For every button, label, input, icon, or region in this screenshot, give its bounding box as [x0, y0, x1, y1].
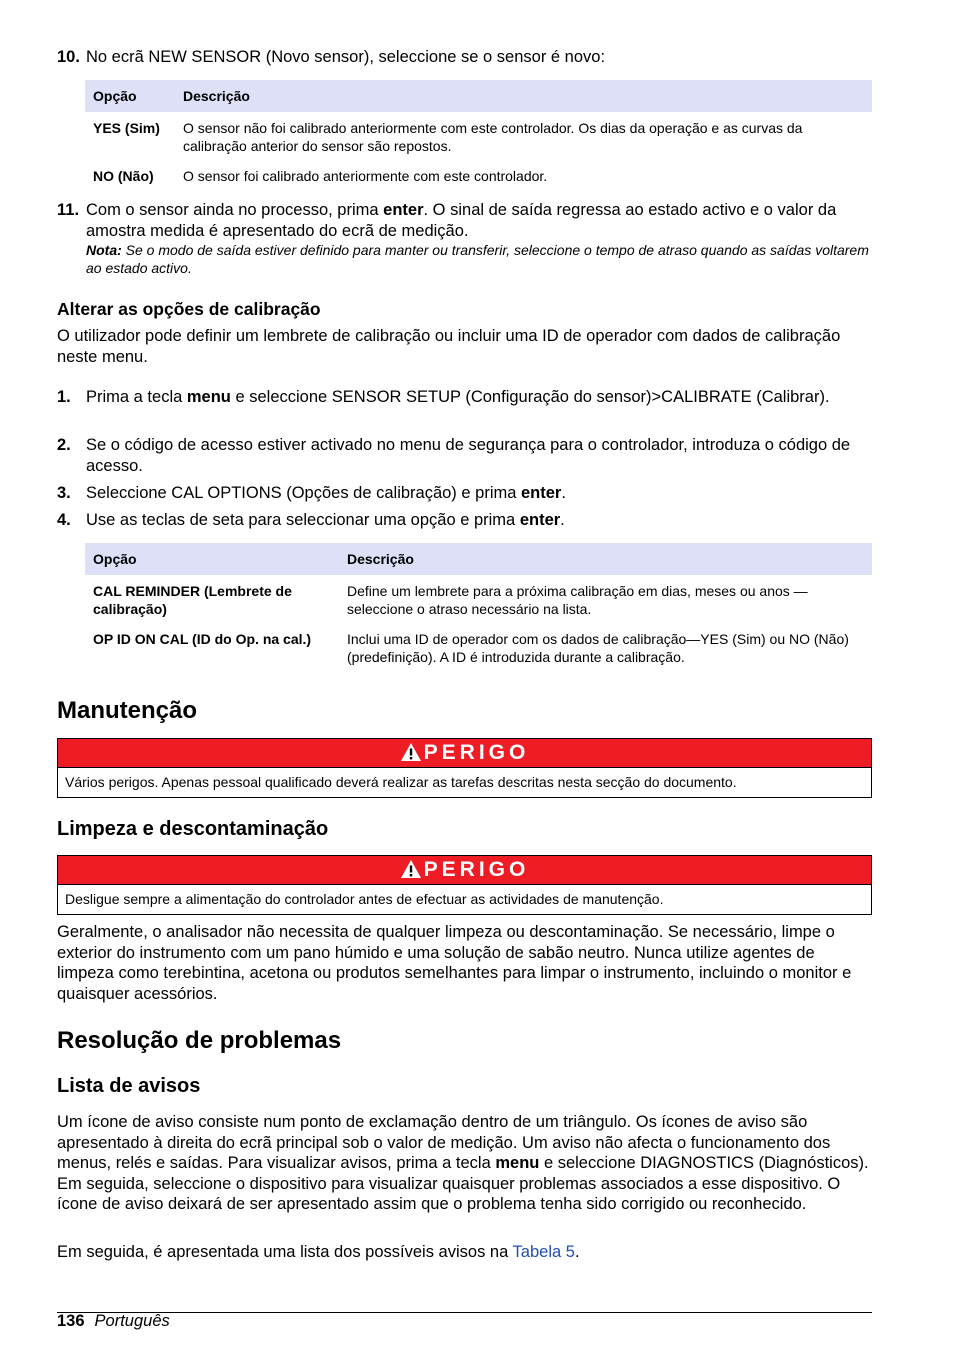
cal-step-4 [57, 510, 872, 531]
cal-step-1 [57, 387, 872, 408]
note-text: Se o modo de saída estiver definido para manter ou transferir, seleccione o tempo de atraso quando as saídas voltarem ao estado activo. [86, 242, 869, 276]
column-header-option: Opção [85, 543, 339, 575]
step-number: 3. [57, 484, 71, 502]
column-header-description: Descrição [175, 80, 872, 112]
danger-banner [58, 856, 871, 884]
step-text [86, 510, 872, 531]
danger-banner [58, 739, 871, 767]
step-11 [57, 200, 872, 277]
page-number: 136 [57, 1312, 85, 1330]
text-run: Use as teclas de seta para seleccionar uma opção e prima [86, 511, 520, 529]
text-run: . O sinal de saída regressa ao estado activo e o valor da amostra medida é apresentado do ecrã de medição. [86, 201, 837, 240]
key-name: menu [186, 388, 231, 406]
cal-step-2 [57, 435, 872, 476]
troubleshooting-heading: Resolução de problemas [57, 1027, 342, 1054]
text-run: Seleccione CAL OPTIONS (Opções de calibração) e prima [86, 484, 521, 502]
footer-divider [57, 1312, 872, 1313]
step-number: 10. [57, 48, 80, 66]
option-cell: OP ID ON CAL (ID do Op. na cal.) [93, 631, 312, 647]
step-number: 2. [57, 436, 71, 454]
description-cell: O sensor não foi calibrado anteriormente com este controlador. Os dias da operação e as curvas da calibração anterior do sensor são repostos. [183, 120, 803, 154]
column-header-description: Descrição [339, 543, 872, 575]
table-row [85, 575, 872, 624]
footer-language: Português [94, 1312, 170, 1330]
text-run: Em seguida, é apresentada uma lista dos possíveis avisos na [57, 1243, 513, 1261]
text-run: . [561, 484, 566, 502]
table-5-link[interactable]: Tabela 5 [512, 1243, 575, 1261]
warnings-reference-paragraph [57, 1242, 872, 1263]
text-run: . [574, 1243, 580, 1261]
step-text: Se o código de acesso estiver activado no menu de segurança para o controlador, introduza o código de acesso. [86, 436, 851, 475]
table-row [85, 112, 872, 161]
step-number: 4. [57, 511, 71, 529]
danger-label: PERIGO [423, 741, 530, 764]
key-name: enter [383, 201, 424, 219]
section-heading: Alterar as opções de calibração [57, 299, 321, 319]
text-run: e seleccione SENSOR SETUP (Configuração do sensor)>CALIBRATE (Calibrar). [230, 388, 830, 406]
text-run: e seleccione DIAGNOSTICS (Diagnósticos). Em seguida, seleccione o dispositivo para visualizar quaisquer problemas associados a esse dispositivo. O ícone de aviso deixará de ser apresentado assim que o problema tenha sido corrigido ou reconhecido. [57, 1154, 869, 1213]
step-10 [57, 47, 872, 68]
new-sensor-options-table [85, 80, 872, 191]
maintenance-heading: Manutenção [57, 697, 198, 724]
section-intro: O utilizador pode definir um lembrete de calibração ou incluir uma ID de operador com dados de calibração neste menu. [57, 327, 841, 366]
note-label: Nota: [86, 242, 122, 258]
note [86, 241, 872, 277]
key-name: enter [521, 484, 562, 502]
warnings-list-heading: Lista de avisos [57, 1075, 201, 1097]
option-cell: YES (Sim) [93, 120, 160, 136]
warning-triangle-icon [400, 859, 422, 879]
step-text [86, 483, 872, 504]
cal-step-3 [57, 483, 872, 504]
table-header-row [85, 543, 872, 575]
danger-box [57, 855, 872, 915]
key-name: menu [495, 1154, 540, 1172]
table-row [85, 161, 872, 191]
step-text [86, 387, 872, 408]
description-cell: Inclui uma ID de operador com os dados de calibração—YES (Sim) ou NO (Não) (predefinição). A ID é introduzida durante a calibração. [347, 631, 849, 665]
text-run: . [560, 511, 565, 529]
warning-triangle-icon [400, 742, 422, 762]
option-cell: NO (Não) [93, 168, 154, 184]
text-run: Um ícone de aviso consiste num ponto de exclamação dentro de um triângulo. Os ícones de aviso são apresentado à direita do ecrã principal sob o valor de medição. Um aviso não afecta o funcionamento dos menus, relés e saídas. Para visualizar avisos, prima a tecla [57, 1113, 831, 1172]
page-footer [57, 1312, 170, 1331]
warnings-paragraph [57, 1112, 872, 1215]
table-header-row [85, 80, 872, 112]
description-cell: O sensor foi calibrado anteriormente com este controlador. [183, 168, 548, 184]
danger-box [57, 738, 872, 798]
step-text [86, 200, 872, 241]
table-row [85, 624, 872, 672]
key-name: enter [519, 511, 561, 529]
cal-options-table [85, 543, 872, 672]
step-text: No ecrã NEW SENSOR (Novo sensor), seleccione se o sensor é novo: [86, 48, 606, 66]
option-cell: CAL REMINDER (Lembrete de calibração) [93, 583, 292, 617]
cleaning-heading: Limpeza e descontaminação [57, 818, 329, 840]
danger-text: Vários perigos. Apenas pessoal qualificado deverá realizar as tarefas descritas nesta secção do documento. [58, 767, 871, 797]
description-cell: Define um lembrete para a próxima calibração em dias, meses ou anos —seleccione o atraso necessário na lista. [347, 583, 808, 617]
step-number: 1. [57, 388, 71, 406]
step-number: 11. [57, 201, 80, 219]
cleaning-body: Geralmente, o analisador não necessita de qualquer limpeza ou descontaminação. Se necessário, limpe o exterior do instrumento com um pano húmido e uma solução de sabão neutro. Nunca utilize agentes de limpeza como terebintina, acetona ou produtos semelhantes para limpar o instrumento, incluindo o monitor e quaisquer acessórios. [57, 923, 852, 1003]
danger-label: PERIGO [423, 858, 530, 881]
column-header-option: Opção [85, 80, 175, 112]
text-run: Prima a tecla [86, 388, 187, 406]
danger-text: Desligue sempre a alimentação do controlador antes de efectuar as actividades de manutenção. [58, 884, 871, 914]
text-run: Com o sensor ainda no processo, prima [86, 201, 384, 219]
